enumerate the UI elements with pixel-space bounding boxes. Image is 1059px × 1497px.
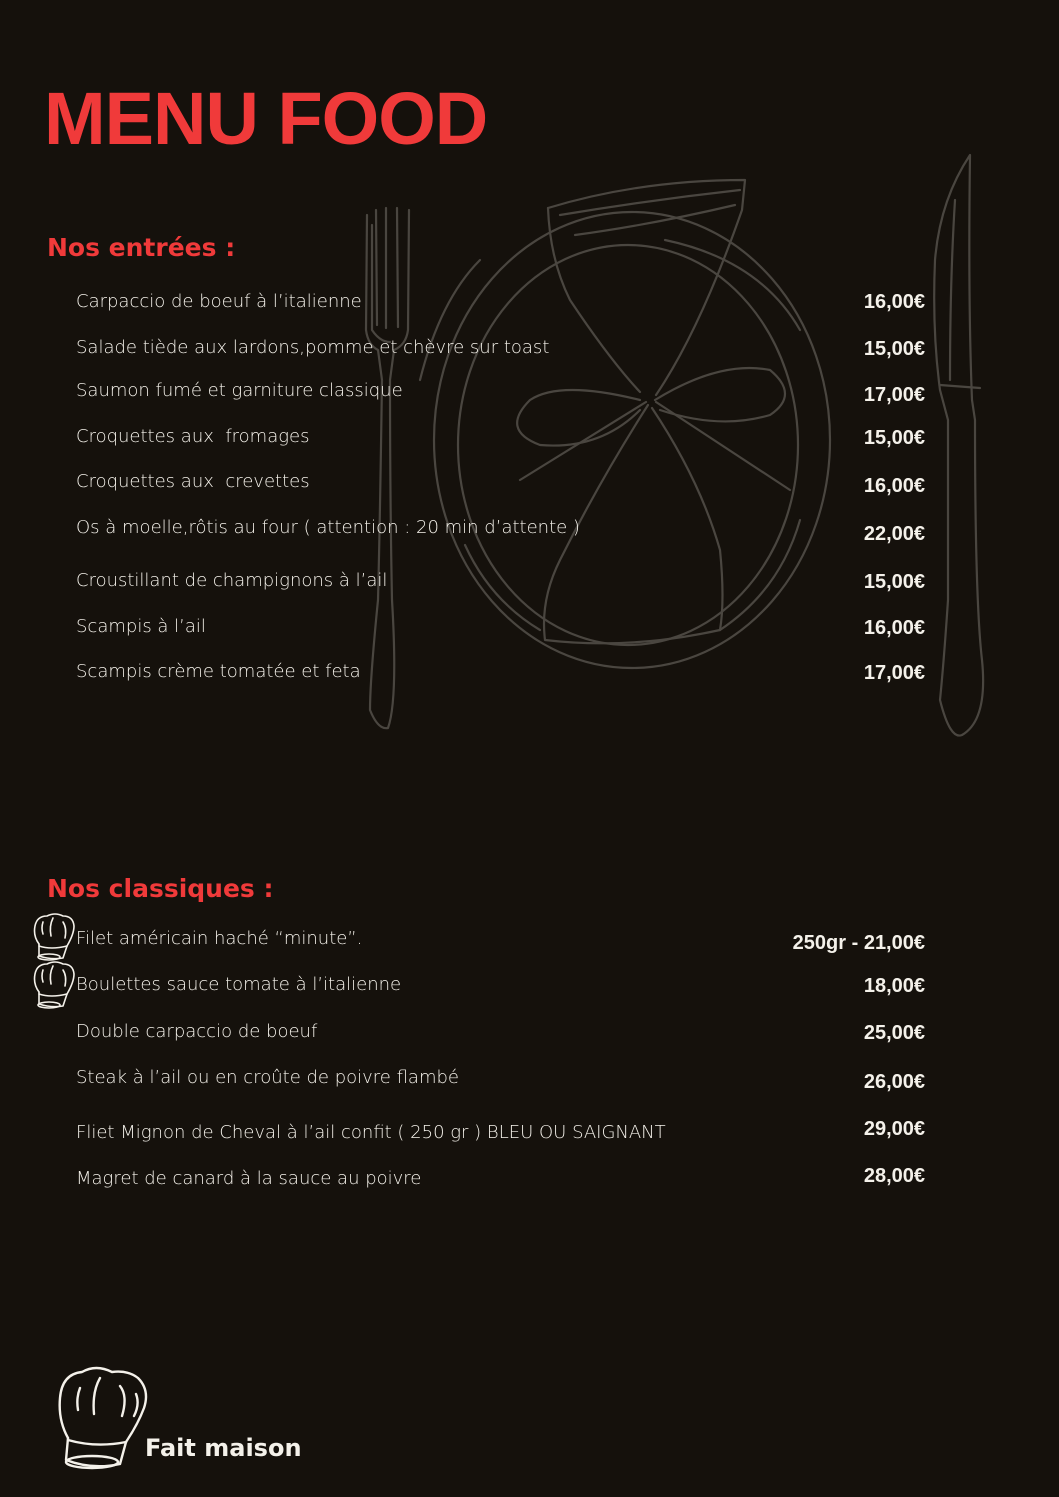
knife-icon [934,155,983,736]
item-price: 16,00€ [863,617,925,639]
item-name: Filet américain haché “minute”. [76,928,363,949]
item-price: 18,00€ [863,975,925,997]
item-price: 25,00€ [863,1022,925,1044]
item-price: 26,00€ [863,1071,925,1093]
item-name: Carpaccio de boeuf à l’italienne [76,291,362,312]
item-name: Fliet Mignon de Cheval à l’ail confit ( 250 gr ) BLEU OU SAIGNANT [76,1122,666,1143]
item-price: 16,00€ [863,291,925,313]
fork-icon [366,208,409,728]
item-name: Scampis crème tomatée et feta [76,661,361,682]
item-name: Magret de canard à la sauce au poivre [76,1168,422,1189]
chef-hat-icon [31,912,77,962]
item-price: 250gr - 21,00€ [792,932,925,954]
item-name: Scampis à l’ail [76,616,206,637]
item-price: 15,00€ [863,427,925,449]
item-price: 16,00€ [863,475,925,497]
napkin-icon [517,180,790,643]
item-name: Steak à l’ail ou en croûte de poivre flambé [76,1067,460,1088]
item-price: 17,00€ [863,384,925,406]
item-name: Croustillant de champignons à l’ail [76,570,388,591]
item-name: Os à moelle,rôtis au four ( attention : 20 min d’attente ) [76,517,580,538]
menu-title: MENU FOOD [44,77,488,160]
item-price: 17,00€ [863,662,925,684]
item-price: 15,00€ [863,338,925,360]
item-price: 22,00€ [863,523,925,545]
item-price: 29,00€ [863,1118,925,1140]
item-price: 28,00€ [863,1165,925,1187]
item-name: Croquettes aux crevettes [76,471,310,492]
item-name: Saumon fumé et garniture classique [76,380,403,401]
item-name: Double carpaccio de boeuf [76,1021,318,1042]
item-price: 15,00€ [863,571,925,593]
item-name: Boulettes sauce tomate à l’italienne [76,974,402,995]
section-heading-classiques: Nos classiques : [47,874,274,903]
item-name: Salade tiède aux lardons,pomme et chèvre sur toast [76,337,550,358]
legend-label: Fait maison [145,1434,302,1462]
plate-icon [420,212,830,668]
chef-hat-icon [56,1364,151,1472]
section-heading-entrees: Nos entrées : [47,233,236,262]
chef-hat-icon [31,960,77,1010]
item-name: Croquettes aux fromages [76,426,310,447]
